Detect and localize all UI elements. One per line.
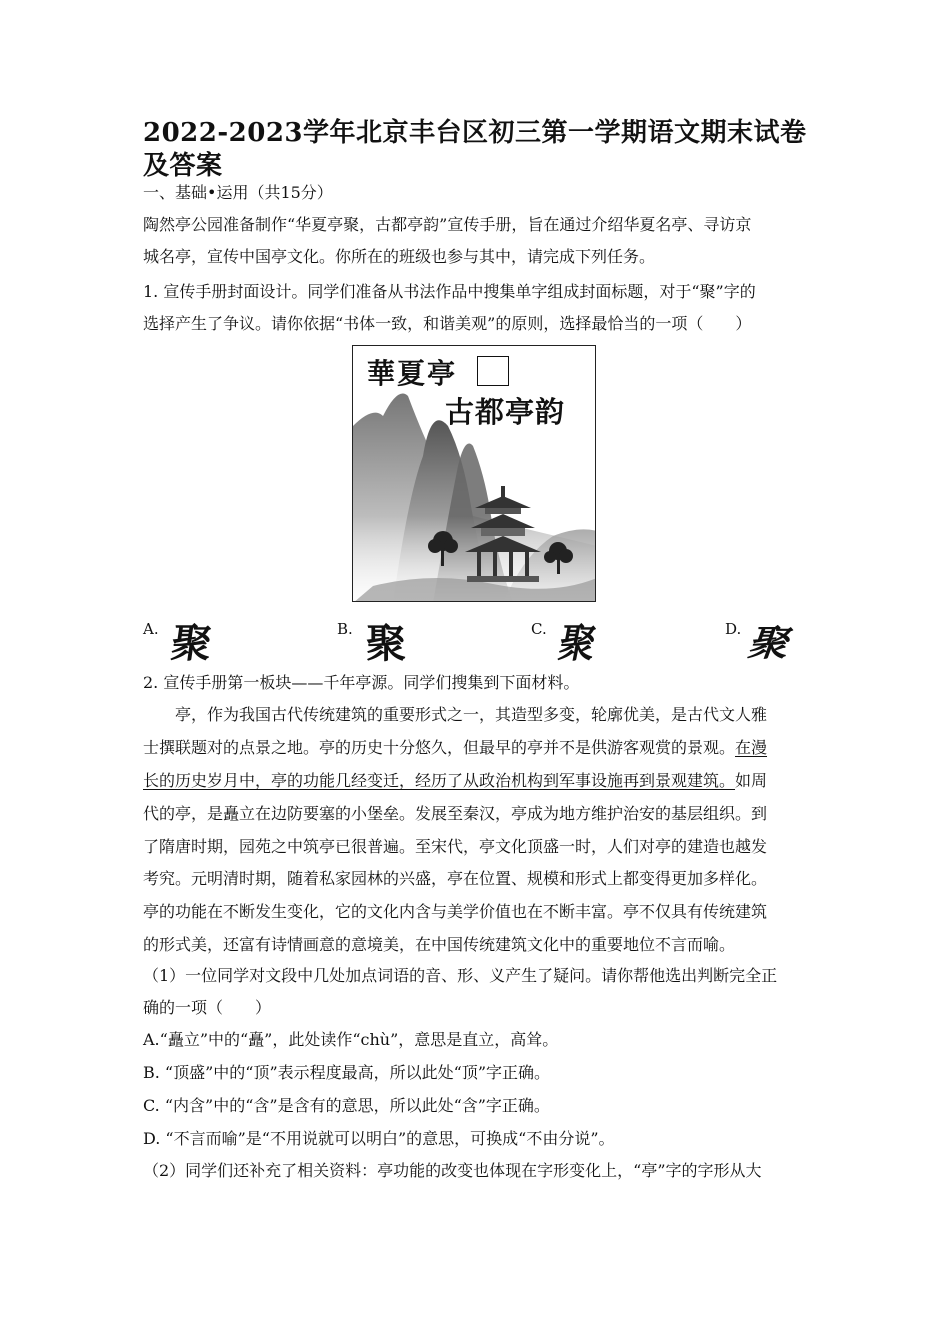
passage-line-7: 亭的功能在不断发生变化，它的文化内含与美学价值也在不断丰富。亭不仅具有传统建筑 bbox=[143, 902, 768, 921]
question-1-line-1: 1. 宣传手册封面设计。同学们准备从书法作品中搜集单字组成封面标题，对于“聚”字的 bbox=[143, 282, 756, 301]
passage-line-2 bbox=[143, 738, 767, 758]
option-c-label: C. bbox=[531, 620, 547, 638]
cover-blank-box bbox=[477, 356, 509, 386]
passage-line-6: 考究。元明清时期，随着私家园林的兴盛，亭在位置、规模和形式上都变得更加多样化。 bbox=[143, 869, 768, 888]
option-b-label: B. bbox=[337, 620, 353, 638]
sub-question-1-line-1: （1）一位同学对文段中几处加点词语的音、形、义产生了疑问。请你帮他选出判断完全正 bbox=[143, 966, 778, 985]
intro-line-1: 陶然亭公园准备制作“华夏亭聚，古都亭韵”宣传手册，旨在通过介绍华夏名亭、寻访京 bbox=[143, 215, 752, 234]
page-title: 2022-2023学年北京丰台区初三第一学期语文期末试卷及答案 bbox=[143, 118, 807, 181]
option-a-glyph: 聚 bbox=[168, 621, 215, 667]
passage-line-2-text: 士撰联题对的点景之地。亭的历史十分悠久，但最早的亭并不是供游客观赏的景观。 bbox=[143, 738, 736, 757]
intro-line-2: 城名亭，宣传中国亭文化。你所在的班级也参与其中，请完成下列任务。 bbox=[143, 247, 656, 266]
sub-option-d: D. “不言而喻”是“不用说就可以明白”的意思，可换成“不由分说”。 bbox=[143, 1129, 615, 1148]
cover-title-line-2: 古都亭韵 bbox=[445, 395, 566, 429]
sub-option-c: C. “内含”中的“含”是含有的意思，所以此处“含”字正确。 bbox=[143, 1096, 550, 1115]
passage-underlined-start: 在漫 bbox=[735, 738, 768, 757]
passage-underlined-sentence: 长的历史岁月中，亭的功能几经变迁，经历了从政治机构到军事设施再到景观建筑。 bbox=[143, 771, 736, 790]
option-b-glyph: 聚 bbox=[366, 620, 406, 667]
option-d-glyph: 聚 bbox=[743, 623, 799, 664]
option-d-label: D. bbox=[725, 620, 742, 638]
sub-option-b: B. “顶盛”中的“顶”表示程度最高，所以此处“顶”字正确。 bbox=[143, 1063, 551, 1082]
passage-line-1: 亭，作为我国古代传统建筑的重要形式之一，其造型多变，轮廓优美，是古代文人雅 bbox=[143, 705, 768, 724]
cover-title-line-1: 華夏亭 bbox=[365, 352, 459, 392]
passage-line-8: 的形式美，还富有诗情画意的意境美，在中国传统建筑文化中的重要地位不言而喻。 bbox=[143, 935, 736, 954]
question-2: 2. 宣传手册第一板块——千年亭源。同学们搜集到下面材料。 bbox=[143, 673, 580, 692]
cover-design-image bbox=[352, 345, 596, 602]
section-heading: 一、基础•运用（共15分） bbox=[143, 183, 333, 202]
sub-question-1-line-2: 确的一项（ ） bbox=[143, 998, 272, 1017]
passage-line-3-rest: 如周 bbox=[735, 771, 768, 790]
question-1-line-2: 选择产生了争议。请你依据“书体一致，和谐美观”的原则，选择最恰当的一项（ ） bbox=[143, 314, 752, 333]
sub-question-2: （2）同学们还补充了相关资料：亭功能的改变也体现在字形变化上，“亭”字的字形从大 bbox=[143, 1161, 762, 1180]
passage-line-3 bbox=[143, 771, 767, 791]
passage-line-4: 代的亭，是矗立在边防要塞的小堡垒。发展至秦汉，亭成为地方维护治安的基层组织。到 bbox=[143, 804, 768, 823]
option-c-glyph: 聚 bbox=[554, 621, 600, 667]
option-a-label: A. bbox=[143, 620, 159, 638]
sub-option-a: A.“矗立”中的“矗”，此处读作“chù”，意思是直立，高耸。 bbox=[143, 1030, 559, 1049]
passage-line-5: 了隋唐时期，园苑之中筑亭已很普遍。至宋代，亭文化顶盛一时，人们对亭的建造也越发 bbox=[143, 837, 768, 856]
